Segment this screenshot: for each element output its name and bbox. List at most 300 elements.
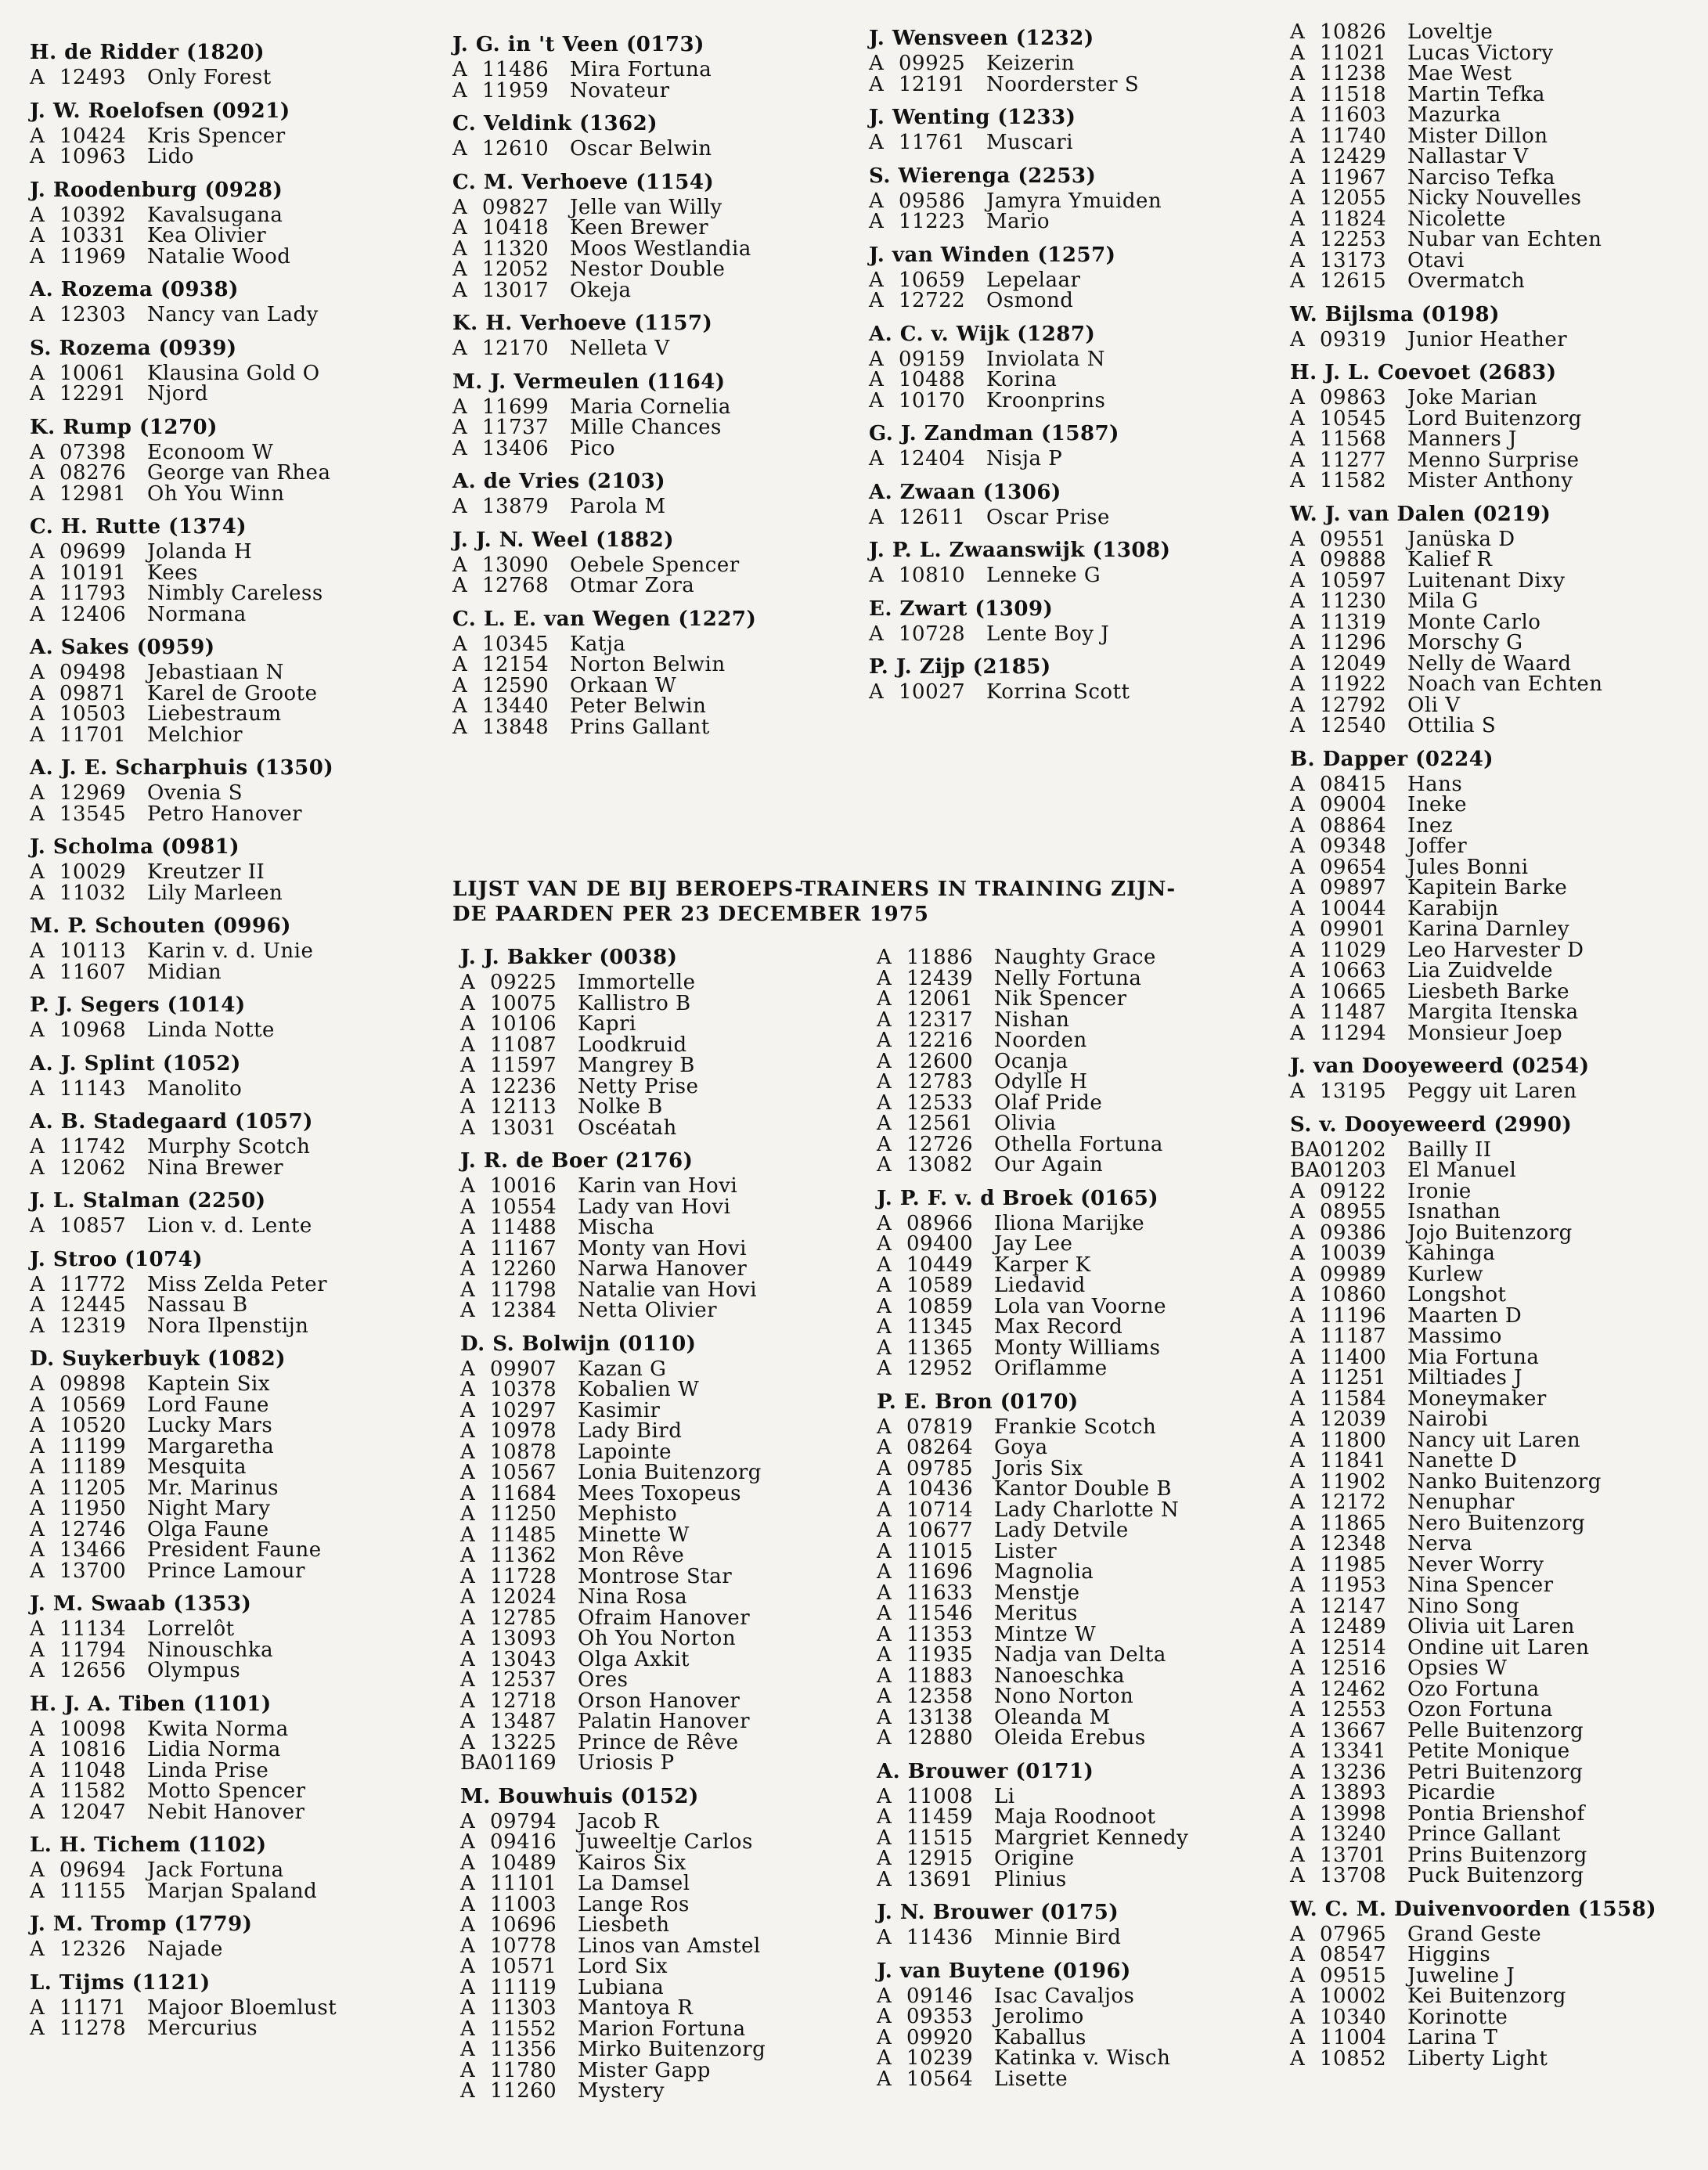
horse-name: Narwa Hanover [578, 1257, 748, 1281]
horse-entry [460, 1732, 867, 1754]
horse-name: Narciso Tefka [1407, 165, 1555, 189]
horse-name: Oh You Winn [147, 481, 285, 506]
horse-class: A [460, 1074, 476, 1098]
horse-number: 09586 [899, 189, 966, 213]
horse-number: 11485 [490, 1523, 557, 1547]
horse-number: 11922 [1320, 672, 1387, 696]
horse-class: A [1290, 651, 1306, 676]
horse-class: A [30, 1738, 45, 1761]
horse-entry [30, 783, 437, 804]
owner-heading: J. J. N. Weel (1882) [452, 528, 675, 552]
horse-class: A [452, 78, 468, 103]
horse-name: Ozo Fortuna [1407, 1677, 1540, 1701]
horse-number: 11902 [1320, 1469, 1387, 1494]
horse-name: Mon Rêve [578, 1544, 685, 1567]
horse-name: Muscari [986, 131, 1074, 154]
horse-entry [877, 1134, 1284, 1155]
horse-number: 11167 [490, 1236, 557, 1260]
horse-entry [460, 1176, 867, 1197]
horse-entry [869, 449, 1276, 470]
horse-number: 12061 [906, 987, 974, 1011]
horse-name: Olympus [147, 1659, 241, 1682]
horse-name: Lia Zuidvelde [1407, 959, 1554, 982]
horse-name: Nina Spencer [1407, 1573, 1554, 1597]
horse-name: Oscar Belwin [570, 137, 712, 160]
horse-name: Kallistro B [578, 991, 691, 1015]
horse-name: Our Again [994, 1153, 1104, 1177]
horse-entry [30, 126, 437, 147]
horse-number: 11238 [1320, 62, 1387, 85]
horse-class: A [1290, 855, 1306, 879]
horse-entry [30, 725, 437, 746]
horse-number: 11953 [1320, 1573, 1387, 1597]
horse-class: A [460, 1913, 476, 1937]
horse-name: Liberty Light [1407, 2046, 1548, 2071]
horse-number: 11597 [490, 1054, 557, 1077]
horse-number: 13082 [906, 1153, 974, 1177]
horse-name: Petite Monique [1407, 1739, 1570, 1763]
horse-class: A [1290, 207, 1306, 231]
horse-name: Longshot [1407, 1283, 1507, 1307]
horse-number: 10340 [1320, 2005, 1387, 2029]
owner-heading: D. S. Bolwijn (0110) [460, 1332, 697, 1356]
horse-number: 11101 [490, 1872, 557, 1895]
horse-class: A [460, 1419, 476, 1443]
horse-entry [452, 139, 859, 160]
horse-class: A [1290, 1220, 1306, 1245]
horse-class: A [460, 1668, 476, 1692]
horse-number: 11134 [59, 1617, 127, 1641]
horse-class: A [1290, 2046, 1306, 2071]
horse-number: 12170 [482, 337, 550, 360]
horse-name: Liebestraum [147, 702, 282, 726]
horse-class: A [452, 337, 468, 360]
horse-number: 12055 [1320, 186, 1387, 210]
horse-name: Orson Hanover [578, 1689, 740, 1713]
horse-name: Kroonprins [986, 388, 1106, 413]
horse-number: 11260 [490, 2079, 557, 2103]
horse-number: 10098 [59, 1717, 127, 1741]
horse-entry [869, 211, 1276, 232]
horse-entry [452, 259, 859, 280]
horse-number: 10113 [59, 939, 127, 963]
horse-number: 09827 [482, 195, 550, 219]
horse-class: A [30, 1293, 45, 1317]
horse-name: Menno Surprise [1407, 448, 1580, 472]
horse-entry [877, 1155, 1284, 1176]
horse-class: A [1290, 1428, 1306, 1452]
horse-class: A [877, 2067, 892, 2091]
horse-entry [452, 634, 859, 655]
horse-entry [30, 1274, 437, 1296]
horse-entry [877, 1296, 1284, 1318]
horse-class: A [1290, 548, 1306, 571]
horse-class: A [30, 440, 45, 464]
horse-number: 10392 [59, 203, 127, 227]
horse-name: Margriet Kennedy [994, 1826, 1189, 1850]
horse-class: BA [1290, 1137, 1321, 1162]
horse-entry [460, 993, 867, 1015]
owner-heading: J. N. Brouwer (0175) [877, 1901, 1119, 1924]
owner-heading: J. M. Tromp (1779) [30, 1912, 253, 1936]
horse-name: Liesbeth [578, 1913, 670, 1937]
horse-number: 11824 [1320, 207, 1387, 231]
horse-number: 12969 [59, 781, 127, 805]
owner-heading: H. de Ridder (1820) [30, 41, 265, 64]
horse-entry [30, 1860, 437, 1881]
horse-number: 09694 [59, 1858, 127, 1882]
horse-number: 11004 [1320, 2026, 1387, 2049]
horse-number: 11546 [906, 1602, 974, 1625]
horse-entry [1290, 1658, 1697, 1679]
horse-number: 11362 [490, 1544, 557, 1567]
horse-name: Natalie Wood [147, 244, 291, 269]
column-4 [1290, 22, 1697, 2069]
horse-class: A [1290, 20, 1306, 44]
horse-number: 11353 [906, 1622, 974, 1646]
horse-number: 10345 [482, 632, 550, 656]
horse-name: Prince Gallant [1407, 1822, 1561, 1846]
horse-number: 11883 [906, 1664, 974, 1688]
horse-entry [869, 369, 1276, 391]
horse-class: A [460, 1440, 476, 1464]
horse-class: A [877, 966, 892, 990]
horse-class: A [1290, 1449, 1306, 1472]
horse-name: Novateur [570, 78, 670, 103]
column-1 [30, 41, 437, 2039]
horse-name: Oriflamme [994, 1357, 1108, 1380]
horse-number: 11278 [59, 2017, 127, 2040]
horse-entry [877, 1583, 1284, 1604]
horse-name: Petri Buitenzorg [1407, 1760, 1584, 1784]
horse-name: Olivia uit Laren [1407, 1615, 1575, 1638]
horse-number: 10424 [59, 124, 127, 148]
horse-class: A [30, 1779, 45, 1803]
horse-class: A [1290, 327, 1306, 351]
horse-number: 10449 [906, 1253, 974, 1277]
horse-class: A [877, 1211, 892, 1235]
horse-entry [1290, 43, 1697, 64]
horse-number: 11886 [906, 946, 974, 969]
horse-entry [1290, 165, 1697, 189]
horse-entry [460, 1097, 867, 1118]
horse-entry [1290, 813, 1697, 838]
horse-number: 08547 [1320, 1943, 1387, 1966]
horse-name: Jules Bonni [1407, 855, 1529, 879]
horse-class: A [1290, 1760, 1306, 1784]
horse-entry [30, 1719, 437, 1740]
horse-name: Nadja van Delta [994, 1643, 1166, 1667]
owner-heading: J. van Buytene (0196) [877, 1959, 1131, 1983]
horse-class: A [460, 1627, 476, 1650]
horse-entry [460, 1217, 867, 1238]
horse-entry [877, 1645, 1284, 1666]
horse-name: Lady Bird [578, 1419, 683, 1443]
horse-name: Nono Norton [994, 1685, 1134, 1708]
horse-name: Majoor Bloemlust [147, 1995, 337, 2020]
horse-number: 01203 [1320, 1159, 1387, 1182]
horse-entry [30, 542, 437, 563]
horse-name: Prins Buitenzorg [1407, 1843, 1587, 1867]
horse-class: A [460, 2079, 476, 2103]
horse-name: Monsieur Joep [1407, 1021, 1563, 1045]
horse-number: 12260 [490, 1257, 557, 1281]
horse-number: 10696 [490, 1913, 557, 1937]
horse-number: 10027 [899, 680, 966, 704]
horse-class: A [1290, 1698, 1306, 1721]
horse-number: 11603 [1320, 103, 1387, 127]
horse-entry [1290, 674, 1697, 695]
horse-entry [460, 1691, 867, 1712]
horse-entry [869, 507, 1276, 528]
horse-number: 12981 [59, 481, 127, 506]
horse-number: 11189 [59, 1455, 127, 1479]
owner-heading: K. Rump (1270) [30, 415, 218, 439]
horse-name: Maarten D [1407, 1303, 1522, 1328]
horse-name: Overmatch [1407, 269, 1526, 293]
horse-number: 09897 [1320, 876, 1387, 899]
horse-entry [1290, 1718, 1697, 1743]
horse-entry [452, 673, 859, 698]
horse-entry [1290, 1285, 1697, 1306]
horse-number: 12236 [490, 1074, 557, 1098]
horse-name: Immortelle [578, 971, 696, 994]
horse-name: Grand Geste [1407, 1922, 1542, 1946]
owner-heading: C. H. Rutte (1374) [30, 515, 247, 539]
horse-number: 10039 [1320, 1242, 1387, 1265]
horse-class: BA [1290, 1159, 1321, 1182]
horse-number: 11345 [906, 1315, 974, 1339]
horse-number: 10061 [59, 361, 127, 385]
horse-number: 11518 [1320, 82, 1387, 106]
horse-entry [30, 205, 437, 226]
owner-heading: C. Veldink (1362) [452, 112, 658, 135]
horse-name: Ottilia S [1407, 714, 1497, 737]
horse-class: A [877, 1726, 892, 1750]
horse-class: A [460, 971, 476, 994]
horse-class: A [877, 1049, 892, 1073]
horse-entry [30, 1660, 437, 1682]
owner-heading: J. M. Swaab (1353) [30, 1592, 252, 1616]
horse-entry [1290, 568, 1697, 593]
horse-name: Lorrelôt [147, 1617, 235, 1641]
horse-name: George van Rhea [147, 461, 331, 485]
horse-number: 10331 [59, 224, 127, 247]
horse-number: 09416 [490, 1830, 557, 1854]
horse-class: A [460, 1216, 476, 1239]
horse-entry [1290, 1534, 1697, 1555]
horse-number: 10075 [490, 991, 557, 1015]
horse-class: A [1290, 631, 1306, 654]
horse-name: Ozon Fortuna [1407, 1698, 1553, 1721]
horse-class: A [460, 1996, 476, 2020]
horse-number: 11021 [1320, 41, 1387, 65]
horse-class: A [452, 574, 468, 597]
horse-entry [1290, 695, 1697, 716]
horse-entry [869, 132, 1276, 153]
horse-number: 12172 [1320, 1491, 1387, 1514]
horse-entry [460, 1379, 867, 1400]
horse-entry [460, 1400, 867, 1422]
horse-number: 12785 [490, 1606, 557, 1630]
owner-heading: J. J. Bakker (0038) [460, 946, 678, 969]
horse-name: Mees Toxopeus [578, 1481, 741, 1505]
horse-name: Petro Hanover [147, 802, 303, 826]
horse-name: Klausina Gold O [147, 361, 320, 385]
horse-number: 11841 [1320, 1449, 1387, 1472]
horse-class: A [30, 781, 45, 805]
horse-entry [869, 349, 1276, 370]
horse-class: A [30, 661, 45, 684]
horse-entry [877, 1338, 1284, 1359]
horse-number: 12952 [906, 1357, 974, 1380]
horse-entry [877, 1520, 1284, 1541]
horse-number: 12493 [59, 66, 127, 89]
horse-number: 12445 [59, 1293, 127, 1317]
horse-entry [460, 972, 867, 993]
horse-entry [30, 883, 437, 904]
horse-entry [1290, 716, 1697, 737]
horse-entry [869, 191, 1276, 212]
horse-number: 12384 [490, 1299, 557, 1322]
horse-entry [460, 1811, 867, 1833]
owner-heading: J. P. L. Zwaanswijk (1308) [869, 539, 1171, 562]
horse-number: 10878 [490, 1440, 557, 1464]
horse-name: Kasimir [578, 1398, 661, 1422]
horse-entry [1290, 1368, 1697, 1389]
horse-class: A [30, 2017, 45, 2040]
horse-number: 10489 [490, 1851, 557, 1875]
horse-number: 12880 [906, 1726, 974, 1750]
horse-class: A [869, 680, 885, 704]
horse-entry [452, 338, 859, 359]
horse-class: A [1290, 1408, 1306, 1431]
horse-entry [460, 1608, 867, 1629]
horse-name: Katja [570, 632, 626, 656]
horse-number: 11436 [906, 1926, 974, 1949]
horse-entry [877, 1255, 1284, 1276]
horse-class: A [877, 1090, 892, 1115]
horse-entry [877, 1786, 1284, 1808]
horse-entry [1290, 1386, 1697, 1411]
horse-entry [460, 1587, 867, 1608]
horse-entry [30, 67, 437, 88]
horse-class: A [30, 1155, 45, 1180]
horse-number: 11303 [490, 1996, 557, 2020]
horse-name: Linos van Amstel [578, 1934, 761, 1958]
horse-class: A [1290, 1511, 1306, 1535]
horse-name: Karin van Hovi [578, 1174, 738, 1198]
horse-number: 12439 [906, 966, 974, 990]
horse-class: A [30, 881, 45, 905]
owner-heading: J. Wenting (1233) [869, 106, 1076, 129]
owner-heading: J. van Winden (1257) [869, 243, 1116, 267]
horse-class: A [1290, 1718, 1306, 1743]
horse-class: A [30, 1858, 45, 1882]
horse-entry [877, 1317, 1284, 1338]
horse-class: A [1290, 568, 1306, 593]
horse-number: 13236 [1320, 1760, 1387, 1784]
horse-entry [877, 1828, 1284, 1849]
owner-heading: A. Rozema (0938) [30, 278, 239, 301]
horse-class: A [869, 289, 885, 312]
horse-entry [877, 1234, 1284, 1255]
horse-name: Linda Notte [147, 1018, 275, 1042]
horse-number: 12039 [1320, 1408, 1387, 1431]
horse-number: 11087 [490, 1033, 557, 1057]
horse-number: 11171 [59, 1995, 127, 2020]
horse-number: 12113 [490, 1095, 557, 1119]
horse-entry [460, 1853, 867, 1874]
horse-number: 13998 [1320, 1801, 1387, 1826]
owner-heading: J. Scholma (0981) [30, 835, 240, 859]
horse-entry [877, 1458, 1284, 1480]
horse-class: A [1290, 589, 1306, 613]
horse-entry [30, 1295, 437, 1316]
horse-class: A [30, 1372, 45, 1396]
horse-number: 09551 [1320, 527, 1387, 551]
horse-entry [1290, 550, 1697, 571]
horse-class: A [869, 564, 885, 587]
horse-name: Nero Buitenzorg [1407, 1511, 1586, 1535]
horse-number: 10545 [1320, 406, 1387, 431]
horse-name: Jay Lee [994, 1232, 1073, 1256]
horse-class: A [877, 1232, 892, 1256]
horse-class: A [877, 1274, 892, 1297]
horse-number: 12615 [1320, 269, 1387, 293]
horse-entry [1290, 1845, 1697, 1866]
horse-class: A [460, 1872, 476, 1895]
horse-class: A [30, 1497, 45, 1520]
horse-name: Magnolia [994, 1560, 1094, 1584]
horse-entry [30, 1436, 437, 1458]
horse-class: A [1290, 772, 1306, 796]
horse-name: Osmond [986, 289, 1074, 312]
horse-name: Frankie Scotch [994, 1415, 1157, 1439]
horse-class: A [30, 303, 45, 326]
horse-name: Nora Ilpenstijn [147, 1314, 309, 1338]
horse-name: Morschy G [1407, 631, 1523, 654]
horse-number: 10016 [490, 1174, 557, 1198]
horse-class: A [1290, 1021, 1306, 1045]
horse-class: A [869, 388, 885, 413]
horse-entry [30, 1457, 437, 1478]
horse-entry [30, 804, 437, 825]
horse-class: A [1290, 386, 1306, 409]
horse-entry [30, 1540, 437, 1561]
horse-number: 10968 [59, 1018, 127, 1042]
horse-name: Lapointe [578, 1440, 672, 1464]
owner-heading: A. J. Splint (1052) [30, 1051, 241, 1076]
horse-entry [1290, 1220, 1697, 1245]
horse-class: A [1290, 1843, 1306, 1867]
horse-entry [877, 1113, 1284, 1134]
horse-name: Li [994, 1784, 1015, 1808]
horse-name: Otavi [1407, 248, 1465, 272]
list-heading [452, 877, 1259, 927]
horse-entry [869, 74, 1276, 96]
heading-line-1: LIJST VAN DE BIJ BEROEPS-TRAINERS IN TRAINING ZIJN- [452, 878, 1177, 901]
horse-number: 11865 [1320, 1511, 1387, 1535]
horse-class: A [1290, 2026, 1306, 2049]
horse-class: A [30, 1393, 45, 1417]
horse-entry [460, 1280, 867, 1301]
horse-number: 11772 [59, 1272, 127, 1296]
horse-number: 12540 [1320, 714, 1387, 737]
horse-name: Njord [147, 382, 209, 406]
horse-class: A [30, 1559, 45, 1583]
horse-name: Peter Belwin [570, 694, 707, 718]
